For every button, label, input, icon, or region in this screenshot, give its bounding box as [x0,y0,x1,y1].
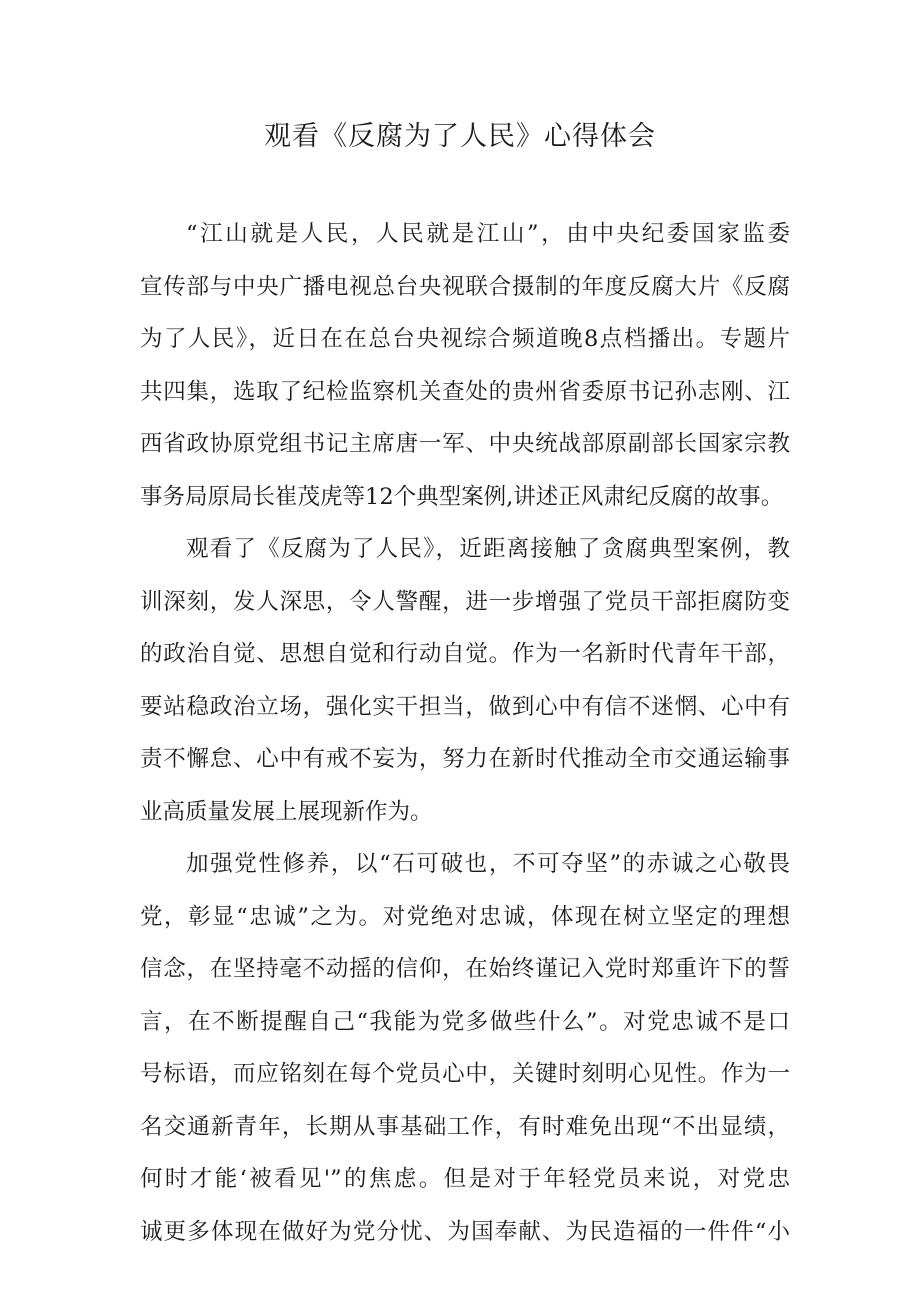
paragraph-2-line-5: 责不懈怠、心中有戒不妄为，努力在新时代推动全市交通运输事 [140,746,790,772]
paragraph-3-line-3: 信念，在坚持毫不动摇的信仰，在始终谨记入党时郑重许下的誓 [140,956,790,982]
document-body [140,208,790,1258]
paragraph-1-line-6: 事务局原局长崔茂虎等12个典型案例,讲述正风肃纪反腐的故事。 [140,483,784,510]
paragraph-3-line-4: 言，在不断提醒自己“我能为党多做些什么”。对党忠诚不是口 [140,1008,790,1035]
paragraph-3-line-7: 何时才能‘被看见'”的焦虑。但是对于年轻党员来说，对党忠 [140,1166,790,1192]
paragraph-3-line-6: 名交通新青年，长期从事基础工作，有时难免出现“不出显绩， [140,1113,790,1140]
paragraph-2-line-6: 业高质量发展上展现新作为。 [140,798,433,825]
paragraph-1-line-2: 宣传部与中央广播电视总台央视联合摄制的年度反腐大片《反腐 [140,273,790,300]
paragraph-3-line-5: 号标语，而应铭刻在每个党员心中，关键时刻明心见性。作为一 [140,1061,790,1087]
paragraph-2-line-2: 训深刻，发人深思，令人警醒，进一步增强了党员干部拒腐防变 [140,588,790,615]
paragraph-2-line-3: 的政治自觉、思想自觉和行动自觉。作为一名新时代青年干部， [140,641,790,667]
paragraph-1-line-4: 共四集，选取了纪检监察机关查处的贵州省委原书记孙志刚、江 [140,378,790,405]
paragraph-3-line-2: 党，彰显“忠诚”之为。对党绝对忠诚，体现在树立坚定的理想 [140,903,790,930]
paragraph-1-line-5: 西省政协原党组书记主席唐一军、中央统战部原副部长国家宗教 [140,431,790,457]
paragraph-1-line-3: 为了人民》，近日在在总台央视综合频道晚8点档播出。专题片 [140,326,790,352]
paragraph-1-line-1: “江山就是人民，人民就是江山”，由中央纪委国家监委 [186,221,790,247]
paragraph-2-line-1: 观看了《反腐为了人民》，近距离接触了贪腐典型案例，教 [186,536,790,562]
paragraph-3-line-1: 加强党性修养，以“石可破也，不可夺坚”的赤诚之心敬畏 [186,851,790,877]
document-title: 观看《反腐为了人民》心得体会 [264,121,656,152]
paragraph-3-line-8: 诚更多体现在做好为党分忧、为国奉献、为民造福的一件件“小 [140,1218,790,1245]
paragraph-2-line-4: 要站稳政治立场，强化实干担当，做到心中有信不迷惘、心中有 [140,693,790,720]
